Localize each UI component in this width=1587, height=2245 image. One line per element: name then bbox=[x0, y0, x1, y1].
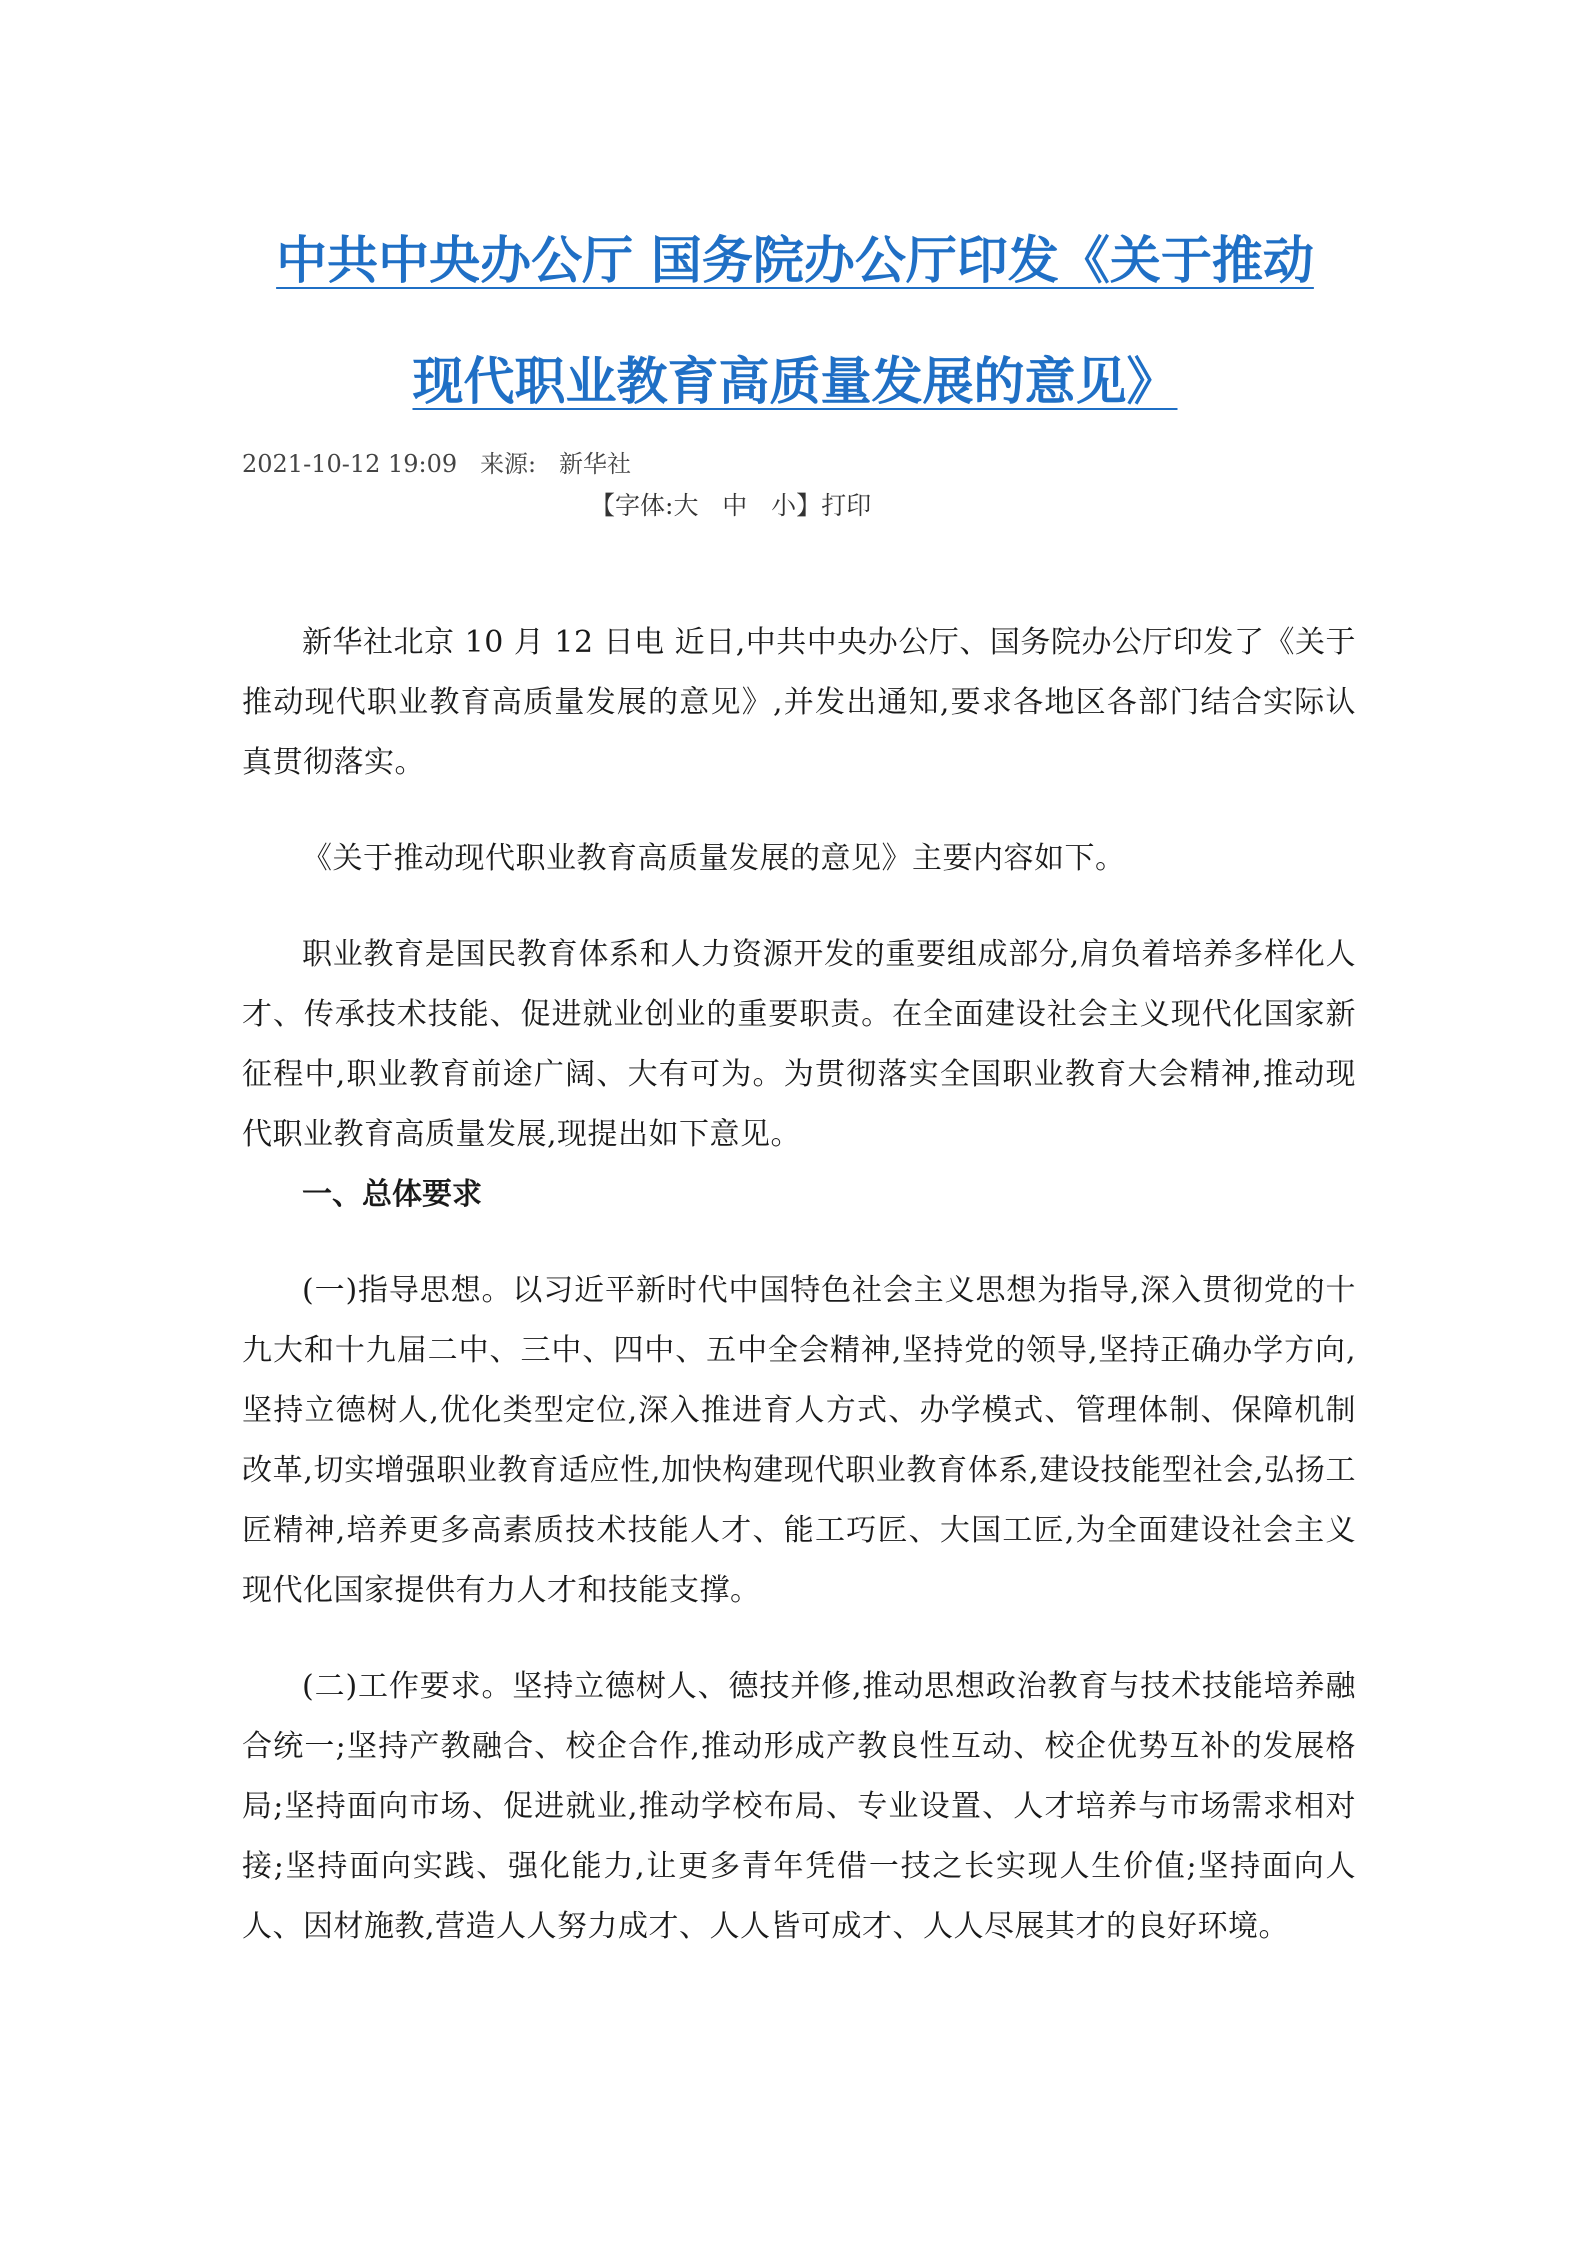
font-small-link[interactable]: 小 bbox=[771, 491, 797, 520]
article-body bbox=[242, 613, 1356, 1957]
article-meta bbox=[242, 448, 631, 480]
section-heading: 一、总体要求 bbox=[302, 1177, 482, 1212]
font-large-link[interactable]: 大 bbox=[673, 491, 699, 520]
article-title-link-line1[interactable]: 中共中央办公厅 国务院办公厅印发《关于推动 bbox=[276, 232, 1314, 291]
article-title-link-line2[interactable]: 现代职业教育高质量发展的意见》 bbox=[412, 353, 1178, 412]
print-link[interactable]: 打印 bbox=[821, 491, 872, 520]
paragraph-guiding-ideology: (一)指导思想。以习近平新时代中国特色社会主义思想为指导,深入贯彻党的十九大和十九届二中、三中、四中、五中全会精神,坚持党的领导,坚持正确办学方向,坚持立德树人,优化类型定位,深入推进育人方式、办学模式、管理体制、保障机制改革,切实增强职业教育适应性,加快构建现代职业教育体系,建设技能型社会,弘扬工匠精神,培养更多高素质技术技能人才、能工巧匠、大国工匠,为全面建设社会主义现代化国家提供有力人才和技能支撑。 bbox=[242, 1273, 1356, 1608]
publish-datetime: 2021-10-12 19:09 bbox=[242, 450, 458, 478]
font-size-bar bbox=[590, 489, 871, 523]
article-title-line1[interactable] bbox=[240, 232, 1350, 292]
font-medium-link[interactable]: 中 bbox=[722, 491, 748, 520]
paragraph-work-requirements: (二)工作要求。坚持立德树人、德技并修,推动思想政治教育与技术技能培养融合统一;坚持产教融合、校企合作,推动形成产教良性互动、校企优势互补的发展格局;坚持面向市场、促进就业,推动学校布局、专业设置、人才培养与市场需求相对接;坚持面向实践、强化能力,让更多青年凭借一技之长实现人生价值;坚持面向人人、因材施教,营造人人努力成才、人人皆可成才、人人尽展其才的良好环境。 bbox=[242, 1669, 1356, 1944]
source-label: 来源: bbox=[480, 450, 537, 478]
font-bar-open: 【字体: bbox=[590, 491, 674, 520]
article-title-line2[interactable] bbox=[240, 353, 1350, 413]
font-bar-close: 】 bbox=[796, 491, 822, 520]
paragraph-background: 职业教育是国民教育体系和人力资源开发的重要组成部分,肩负着培养多样化人才、传承技术技能、促进就业创业的重要职责。在全面建设社会主义现代化国家新征程中,职业教育前途广阔、大有可为。为贯彻落实全国职业教育大会精神,推动现代职业教育高质量发展,现提出如下意见。 bbox=[242, 937, 1356, 1152]
paragraph-intro: 新华社北京 10 月 12 日电 近日,中共中央办公厅、国务院办公厅印发了《关于推动现代职业教育高质量发展的意见》,并发出通知,要求各地区各部门结合实际认真贯彻落实。 bbox=[242, 625, 1356, 780]
paragraph-summary: 《关于推动现代职业教育高质量发展的意见》主要内容如下。 bbox=[302, 841, 1126, 876]
source-name: 新华社 bbox=[559, 450, 632, 478]
